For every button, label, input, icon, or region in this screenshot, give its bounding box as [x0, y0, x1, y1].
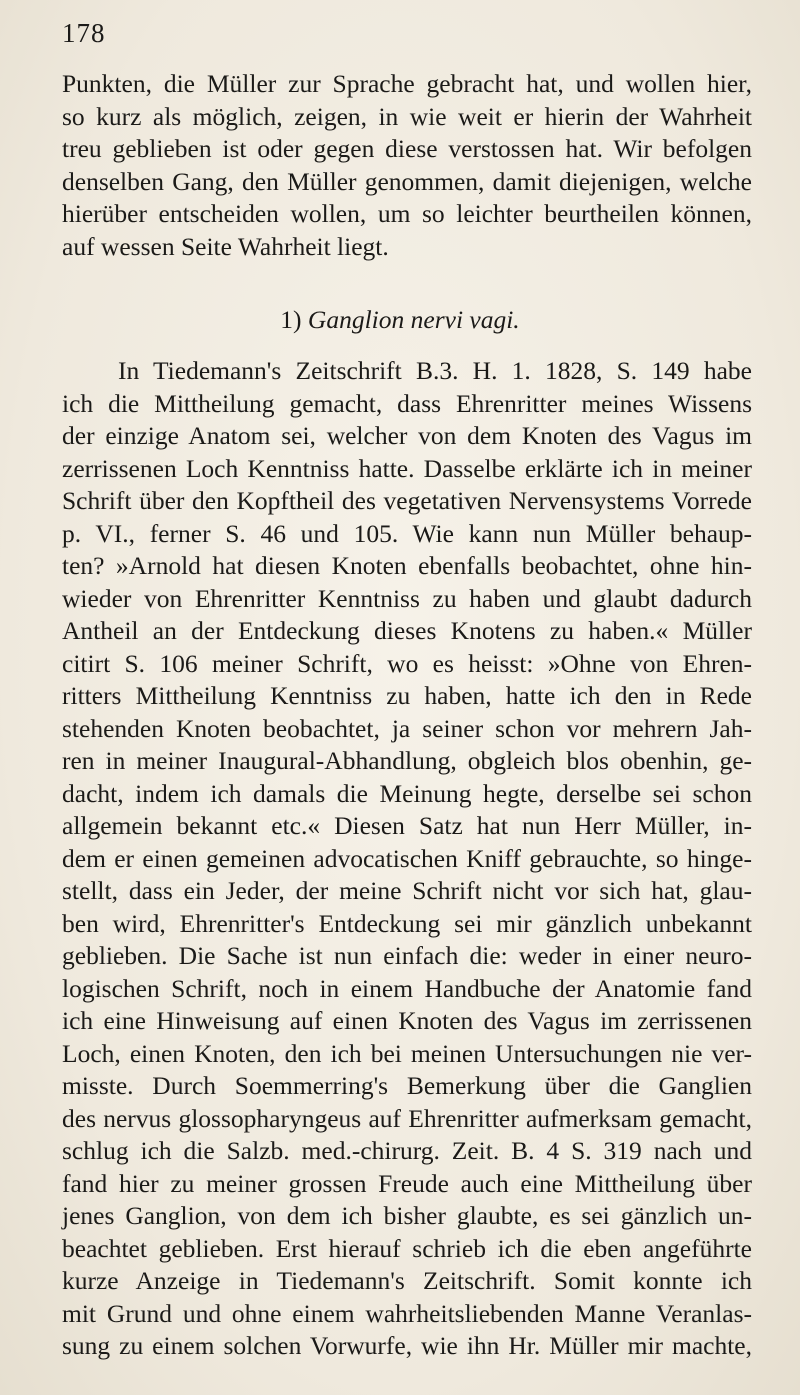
text-line: ren in meiner Inaugural-Abhandlung, obgleich blos obenhin, ge- — [62, 746, 752, 775]
section-heading — [0, 304, 800, 336]
text-line: ben wird, Ehrenritter's Entdeckung sei mir gänzlich unbekannt — [62, 908, 752, 938]
text-line: hierüber entscheiden wollen, um so leichter beurtheilen können, — [62, 199, 752, 228]
text-line: treu geblieben ist oder gegen diese verstossen hat. Wir befolgen — [62, 134, 752, 163]
text-line: Schrift über den Kopftheil des vegetativen Nervensystems Vorrede — [62, 486, 752, 515]
text-line: kurze Anzeige in Tiedemann's Zeitschrift. Somit konnte ich — [62, 1266, 752, 1295]
text-line: Antheil an der Entdeckung dieses Knotens zu haben.« Müller — [62, 616, 752, 645]
section-title: Ganglion nervi vagi. — [307, 305, 520, 334]
text-line: wieder von Ehrenritter Kenntniss zu haben und glaubt dadurch — [62, 583, 752, 613]
text-line: dacht, indem ich damals die Meinung hegte, derselbe sei schon — [62, 778, 752, 808]
text-line: denselben Gang, den Müller genommen, damit diejenigen, welche — [62, 166, 752, 196]
text-line: geblieben. Die Sache ist nun einfach die: weder in einer neuro- — [62, 941, 752, 970]
text-line: so kurz als möglich, zeigen, in wie weit er hierin der Wahrheit — [62, 101, 752, 131]
text-line: ten? »Arnold hat diesen Knoten ebenfalls beobachtet, ohne hin- — [62, 551, 752, 580]
text-line: mit Grund und ohne einem wahrheitsliebenden Manne Veranlas- — [62, 1298, 752, 1328]
text-line: allgemein bekannt etc.« Diesen Satz hat nun Herr Müller, in- — [62, 811, 752, 840]
text-line: dem er einen gemeinen advocatischen Kniff gebrauchte, so hinge- — [62, 843, 752, 873]
text-line: zerrissenen Loch Kenntniss hatte. Dasselbe erklärte ich in meiner — [62, 453, 752, 483]
text-line: ich die Mittheilung gemacht, dass Ehrenritter meines Wissens — [62, 388, 752, 418]
text-line: beachtet geblieben. Erst hierauf schrieb ich die eben angeführte — [62, 1233, 752, 1263]
text-line: schlug ich die Salzb. med.-chirurg. Zeit. B. 4 S. 319 nach und — [62, 1136, 752, 1165]
text-line: Loch, einen Knoten, den ich bei meinen Untersuchungen nie ver- — [62, 1038, 752, 1068]
text-line: auf wessen Seite Wahrheit liegt. — [62, 231, 389, 261]
text-line: In Tiedemann's Zeitschrift B.3. H. 1. 1828, S. 149 habe — [118, 356, 752, 385]
text-line: p. VI., ferner S. 46 und 105. Wie kann nun Müller behaup- — [62, 518, 752, 548]
text-line: logischen Schrift, noch in einem Handbuche der Anatomie fand — [62, 973, 752, 1003]
text-line: stehenden Knoten beobachtet, ja seiner schon vor mehrern Jah- — [62, 713, 752, 743]
text-line: sung zu einem solchen Vorwurfe, wie ihn Hr. Müller mir machte, — [62, 1331, 752, 1360]
paragraph-2 — [62, 355, 752, 1363]
text-line: citirt S. 106 meiner Schrift, wo es heisst: »Ohne von Ehren- — [62, 648, 752, 678]
page-number: 178 — [62, 18, 106, 48]
text-line: des nervus glossopharyngeus auf Ehrenritter aufmerksam gemacht, — [62, 1103, 752, 1133]
text-line: misste. Durch Soemmerring's Bemerkung über die Ganglien — [62, 1071, 752, 1100]
text-line: der einzige Anatom sei, welcher von dem Knoten des Vagus im — [62, 421, 752, 450]
text-line: fand hier zu meiner grossen Freude auch eine Mittheilung über — [62, 1168, 752, 1198]
text-line: stellt, dass ein Jeder, der meine Schrift nicht vor sich hat, glau- — [62, 876, 752, 905]
text-line: ich eine Hinweisung auf einen Knoten des Vagus im zerrissenen — [62, 1006, 752, 1035]
text-line: ritters Mittheilung Kenntniss zu haben, hatte ich den in Rede — [62, 681, 752, 710]
text-line: Punkten, die Müller zur Sprache gebracht hat, und wollen hier, — [62, 69, 752, 98]
text-line: jenes Ganglion, von dem ich bisher glaubte, es sei gänzlich un- — [62, 1201, 752, 1230]
paragraph-1 — [62, 68, 752, 263]
section-number: 1) — [280, 305, 302, 334]
